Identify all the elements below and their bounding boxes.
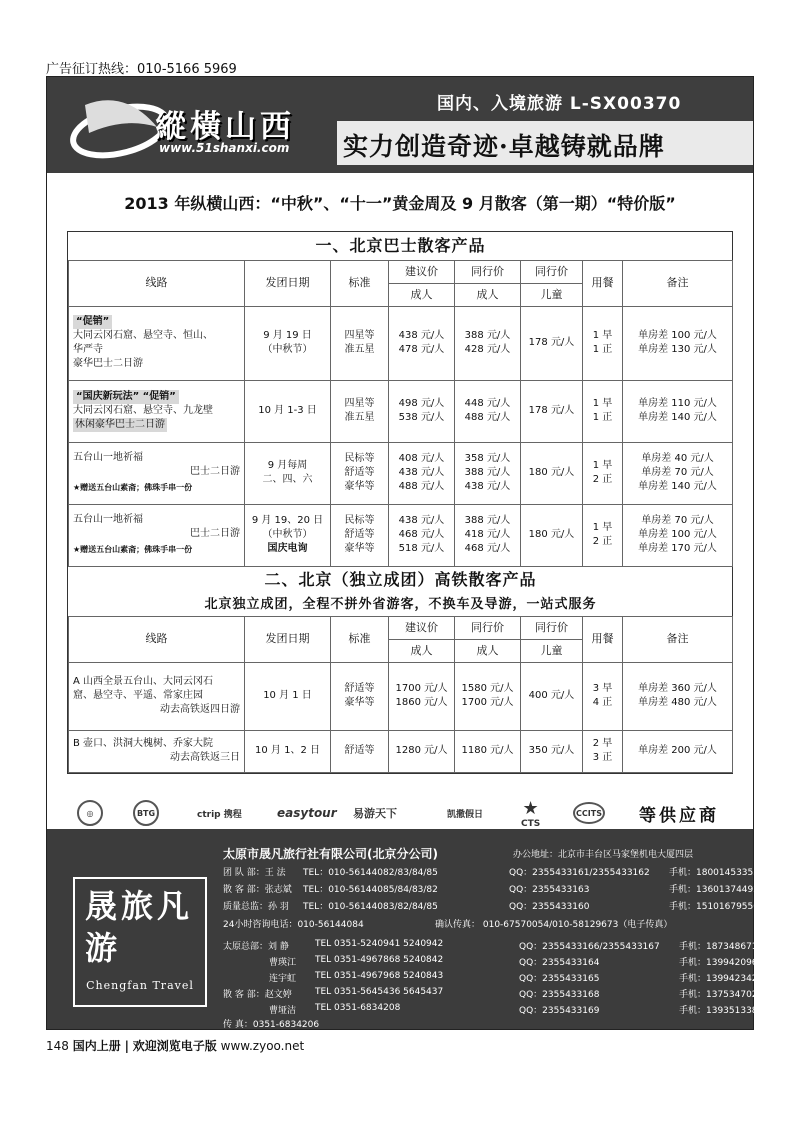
chengfan-logo <box>73 877 207 1007</box>
col-adult-peer: 成人 <box>455 283 521 306</box>
route-line: 休闲豪华巴士二日游 <box>75 419 165 430</box>
notes-cell: 单房差 110 元/人 单房差 140 元/人 <box>623 380 733 442</box>
ad-frame <box>46 76 769 1030</box>
route-cell <box>69 662 245 730</box>
route-line: 巴士二日游 <box>190 466 240 477</box>
gift-note: ★赠送五台山素斋；佛珠手串一份 <box>73 545 193 554</box>
col-standard: 标准 <box>331 616 389 662</box>
section2-title-row <box>69 566 733 594</box>
col-child: 儿童 <box>521 283 583 306</box>
date-cell: 10 月 1、2 日 <box>245 730 331 772</box>
table-row <box>69 662 733 730</box>
table-row <box>69 380 733 442</box>
col-notes: 备注 <box>623 260 733 306</box>
meals-cell: 3 早 4 正 <box>583 662 623 730</box>
route-line: 大同云冈石窟、悬空寺、恒山、 <box>73 330 213 341</box>
peer-price-cell: 448 元/人 488 元/人 <box>455 380 521 442</box>
meals-cell: 1 早 1 正 <box>583 380 623 442</box>
section1-title-row <box>69 232 733 260</box>
peer-price-cell: 1180 元/人 <box>455 730 521 772</box>
standard-cell: 舒适等 豪华等 <box>331 662 389 730</box>
logo-english: Chengfan Travel <box>86 979 194 992</box>
license-number: 国内、入境旅游 L-SX00370 <box>437 94 682 114</box>
notes-cell: 单房差 100 元/人 单房差 130 元/人 <box>623 306 733 380</box>
child-price-cell: 350 元/人 <box>521 730 583 772</box>
meals-cell: 1 早 2 正 <box>583 442 623 504</box>
child-price-cell: 178 元/人 <box>521 306 583 380</box>
col-adult-peer: 成人 <box>455 639 521 662</box>
section2-title: 二、北京（独立成团）高铁散客产品 <box>264 570 537 590</box>
supplier-logo-globe-icon: ◎ <box>77 793 103 833</box>
suggested-price-cell: 438 元/人 468 元/人 518 元/人 <box>389 504 455 566</box>
brand-name: 縱橫山西 <box>155 109 295 145</box>
supplier-strip <box>67 793 733 833</box>
date-cell: 9 月每周 二、四、六 <box>245 442 331 504</box>
route-cell <box>69 730 245 772</box>
promo-tag: “国庆新玩法” “促销” <box>73 390 179 404</box>
table-row <box>69 730 733 772</box>
route-line: 巴士二日游 <box>190 528 240 539</box>
child-price-cell: 178 元/人 <box>521 380 583 442</box>
route-line: 窟、悬空寺、平遥、常家庄园 <box>73 690 203 701</box>
supplier-logo-ctrip: ctrip 携程 <box>197 809 242 820</box>
suggested-price-cell: 498 元/人 538 元/人 <box>389 380 455 442</box>
route-cell <box>69 306 245 380</box>
gift-note: ★赠送五台山素斋；佛珠手串一份 <box>73 483 193 492</box>
suppliers-title: 等供应商 <box>639 806 719 826</box>
route-line: B 壶口、洪洞大槐树、乔家大院 <box>73 738 214 749</box>
section2-subtitle-row <box>69 594 733 616</box>
supplier-logo-btg: BTG <box>133 793 159 833</box>
col-peer: 同行价 <box>455 260 521 283</box>
section2-subtitle: 北京独立成团，全程不拼外省游客，不换车及导游，一站式服务 <box>204 596 597 612</box>
price-table <box>67 231 733 774</box>
col-standard: 标准 <box>331 260 389 306</box>
col-notes: 备注 <box>623 616 733 662</box>
col-peer-child: 同行价 <box>521 616 583 639</box>
slogan: 实力创造奇迹·卓越铸就品牌 <box>343 132 665 161</box>
route-cell <box>69 380 245 442</box>
notes-cell: 单房差 40 元/人 单房差 70 元/人 单房差 140 元/人 <box>623 442 733 504</box>
notes-cell: 单房差 360 元/人 单房差 480 元/人 <box>623 662 733 730</box>
col-suggested: 建议价 <box>389 616 455 639</box>
date-cell: 9 月 19 日 （中秋节） <box>245 306 331 380</box>
ad-hotline: 广告征订热线：010-5166 5969 <box>46 62 237 77</box>
col-date: 发团日期 <box>245 616 331 662</box>
route-line: 大同云冈石窟、悬空寺、九龙壁 <box>73 405 213 416</box>
route-line: 五台山一地祈福 <box>73 514 143 525</box>
logo-chinese: 晟旅凡游 <box>85 887 194 967</box>
meals-cell: 2 早 3 正 <box>583 730 623 772</box>
hotline-24: 24小时咨询电话：010-56144084 <box>223 920 364 930</box>
section2-header-row <box>69 616 733 639</box>
welcome-text: 欢迎浏览电子版 <box>132 1039 217 1053</box>
notes-cell: 单房差 70 元/人 单房差 100 元/人 单房差 170 元/人 <box>623 504 733 566</box>
standard-cell: 民标等 舒适等 豪华等 <box>331 442 389 504</box>
route-line: 华严寺 <box>73 344 103 355</box>
col-adult: 成人 <box>389 283 455 306</box>
confirm-fax: 确认传真： 010-67570054/010-58129673（电子传真） <box>435 920 673 930</box>
col-meals: 用餐 <box>583 260 623 306</box>
suggested-price-cell: 438 元/人 478 元/人 <box>389 306 455 380</box>
col-route: 线路 <box>69 260 245 306</box>
route-cell <box>69 442 245 504</box>
meals-cell: 1 早 1 正 <box>583 306 623 380</box>
child-price-cell: 400 元/人 <box>521 662 583 730</box>
peer-price-cell: 1580 元/人 1700 元/人 <box>455 662 521 730</box>
date-cell: 9 月 19、20 日 （中秋节） 国庆电询 <box>245 504 331 566</box>
col-adult: 成人 <box>389 639 455 662</box>
suggested-price-cell: 408 元/人 438 元/人 488 元/人 <box>389 442 455 504</box>
col-route: 线路 <box>69 616 245 662</box>
table-row <box>69 442 733 504</box>
page-number: 148 <box>46 1039 69 1053</box>
standard-cell: 舒适等 <box>331 730 389 772</box>
supplier-logo-caissa: 凯撒假日 <box>447 809 484 820</box>
site-link[interactable]: www.zyoo.net <box>220 1039 305 1053</box>
page-footer <box>46 1037 304 1054</box>
notes-cell: 单房差 200 元/人 <box>623 730 733 772</box>
col-child: 儿童 <box>521 639 583 662</box>
standard-cell: 四星等 准五星 <box>331 306 389 380</box>
office-address: 办公地址：北京市丰台区马家堡机电大厦四层 <box>513 850 694 860</box>
route-line: 动去高铁返四日游 <box>160 704 240 715</box>
promo-tag: “促销” <box>73 315 112 329</box>
child-price-cell: 180 元/人 <box>521 504 583 566</box>
suggested-price-cell: 1700 元/人 1860 元/人 <box>389 662 455 730</box>
book-name: 国内上册 <box>72 1039 121 1053</box>
brand-url[interactable]: www.51shanxi.com <box>159 141 290 155</box>
main-title: 2013 年纵横山西：“中秋”、“十一”黄金周及 9 月散客（第一期）“特价版” <box>124 194 676 213</box>
col-suggested: 建议价 <box>389 260 455 283</box>
contact-footer: 晟旅凡游 Chengfan Travel 太原市晟凡旅行社有限公司(北京分公司) 办公地址：北京市丰台区马家堡机电大厦四层 团 队 部：王 法 TEL：010-56144082/83/84/85 QQ：2355433161/2355433162 手机：18001453355 散 客 部：张志斌 TEL：010-56144085/84/83/82 QQ：2355433163 手机：13601374492 质量总监：孙 羽 TEL：010-56144083/82/84/85 QQ：2355433160 手机：15101679550 24小时咨询电话：010-56144084 确认传真： 010-67570054/010-58129673（电子传真） 太原总部：刘 静 TEL 0351-5240941 5240942 QQ：2355433166/2355433167 手机：18734867109 曹瑛江 TEL 0351-4967868 5240842 QQ：2355433164 手机：13994209697 连宇虹 TEL 0351-4967968 5240843 QQ：2355433165 手机：13994234256 散 客 部：赵文婷 TEL 0351-5645436 5645437 QQ：2355433168 手机：13753470237 曹垭洁 TEL 0351-6834208 QQ：2355433169 手机：13935133843 传 真：0351-6834206 <box>47 829 753 1029</box>
date-cell: 10 月 1-3 日 <box>245 380 331 442</box>
star-icon: ★ <box>522 797 539 819</box>
company-name: 太原市晟凡旅行社有限公司(北京分公司) <box>223 847 438 861</box>
supplier-logo-easytour: easytour <box>277 806 337 820</box>
col-date: 发团日期 <box>245 260 331 306</box>
child-price-cell: 180 元/人 <box>521 442 583 504</box>
col-peer: 同行价 <box>455 616 521 639</box>
table-row <box>69 306 733 380</box>
supplier-logo-ccits: CCITS <box>573 793 605 833</box>
date-cell: 10 月 1 日 <box>245 662 331 730</box>
section1-header-row <box>69 260 733 283</box>
supplier-logo-yiyou: 易游天下 <box>353 807 397 820</box>
meals-cell: 1 早 2 正 <box>583 504 623 566</box>
section1-title: 一、北京巴士散客产品 <box>315 235 486 255</box>
peer-price-cell: 388 元/人 428 元/人 <box>455 306 521 380</box>
table-row <box>69 504 733 566</box>
peer-price-cell: 358 元/人 388 元/人 438 元/人 <box>455 442 521 504</box>
banner <box>47 77 753 173</box>
separator: | <box>124 1039 129 1053</box>
route-cell <box>69 504 245 566</box>
col-peer-child: 同行价 <box>521 260 583 283</box>
supplier-logo-cts: ★ CTS <box>521 797 541 829</box>
route-line: A 山西全景五台山、大同云冈石 <box>73 676 214 687</box>
peer-price-cell: 388 元/人 418 元/人 468 元/人 <box>455 504 521 566</box>
suggested-price-cell: 1280 元/人 <box>389 730 455 772</box>
standard-cell: 四星等 准五星 <box>331 380 389 442</box>
standard-cell: 民标等 舒适等 豪华等 <box>331 504 389 566</box>
route-line: 动去高铁返三日 <box>170 752 240 763</box>
route-line: 五台山一地祈福 <box>73 452 143 463</box>
route-line: 豪华巴士二日游 <box>73 358 143 369</box>
col-meals: 用餐 <box>583 616 623 662</box>
